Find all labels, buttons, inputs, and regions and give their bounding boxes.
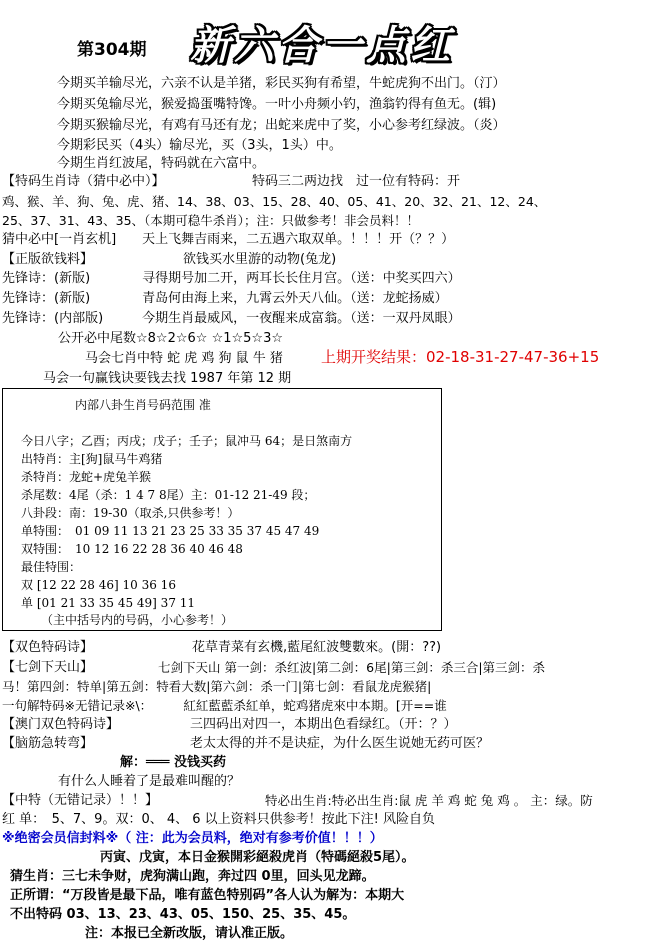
section-heading: 【特码生肖诗（猜中必中）】	[2, 174, 165, 189]
riddle-answer: 解：═══ 没钱买药	[120, 755, 227, 770]
box-row: 杀尾数：4尾（杀：1 4 7 8尾）主：01-12 21-49 段；	[21, 488, 316, 502]
text-line: 猜中必中[一肖玄机] 天上飞舞吉雨来，二五遇六取双单。！！！开（？？）	[2, 232, 455, 247]
text-line: 马！第四剑：特单|第五剑：特看大数|第六剑：杀一门|第七剑：看鼠龙虎猴猪|	[2, 679, 432, 694]
text-line: 公开必中尾数☆8☆2☆6☆ ☆1☆5☆3☆	[58, 331, 283, 346]
text-line: 鸡、猴、羊、狗、兔、虎、猪、14、38、03、15、28、40、05、41、20、32、21、12、24、	[2, 194, 547, 209]
text-line: 特码三二两边找 过一位有特码：开	[252, 174, 461, 189]
issue-number: 第304期	[77, 40, 147, 60]
text-line: 先锋诗：(新版) 寻得期号加二开，两耳长长住月宫。（送：中奖买四六）	[2, 271, 461, 286]
text-line: 猜生肖：三七未争财，虎狗满山跑，奔过四 0里，回头见龙蹄。	[10, 869, 375, 884]
text-line: 特必出生肖:特必出生肖:鼠 虎 羊 鸡 蛇 兔 鸡 。 主：绿。防	[265, 793, 593, 808]
text-line: 老太太得的并不是诀症，为什么医生说她无药可医？	[190, 736, 490, 751]
intro-line: 今期彩民买（4头）输尽光，买（3头，1头）中。	[57, 138, 342, 153]
section-heading: 【双色特码诗】	[2, 640, 94, 655]
box-row: （主中括号内的号码，小心参考！）	[41, 613, 234, 627]
text-line: 一句解特码※无错记录※\： 紅紅藍藍杀紅单，蛇鸡猪虎來中本期。[开==谁	[2, 698, 447, 713]
text-line: 花草青菜有玄機,藍尾紅波雙數來。(開：??)	[192, 640, 442, 655]
section-heading: 【正版欲钱料】	[2, 252, 94, 267]
text-line: 25、37、31、43、35、（本期可稳牛杀肖）；注：只做参考！非会员料！！	[2, 213, 420, 228]
box-title: 内部八卦生肖号码范围 准	[75, 398, 211, 412]
section-heading: 【七剑下天山】	[2, 660, 94, 675]
text-line: 丙寅、戊寅，本日金猴開彩絕殺虎肖（特碼絕殺5尾）。	[100, 850, 415, 865]
box-row: 杀特肖：龙蛇+虎兔羊猴	[21, 470, 152, 484]
footer-notice: 注：本报已全新改版，请认准正版。	[85, 926, 294, 941]
box-row: 今日八字；乙酉；丙戌；戊子；壬子；鼠冲马 64；是日煞南方	[21, 434, 353, 448]
box-row: 单特围： 01 09 11 13 21 23 25 33 35 37 45 47 49	[21, 524, 320, 538]
text-line: 马会七肖中特 蛇 虎 鸡 狗 鼠 牛 猪	[85, 351, 283, 366]
newspaper-logo: 新六合一点红	[190, 23, 454, 69]
text-line: 马会一句赢钱诀要钱去找 1987 年第 12 期	[43, 371, 292, 386]
text-line: 欲钱买水里游的动物(兔龙)	[183, 252, 337, 267]
text-line: 有什么人睡着了是最难叫醒的？	[58, 774, 241, 789]
intro-line: 今期买猴输尽光，有鸡有马还有龙；出蛇来虎中了奖，小心参考红绿波。（炎）	[57, 118, 506, 133]
intro-line: 今期买兔输尽光，猴爱捣蛋嘴特馋。一叶小舟频小钓，渔翁钓得有鱼无。(辑)	[57, 97, 497, 112]
intro-line: 今期买羊输尽光，六亲不认是羊猪，彩民买狗有希望，牛蛇虎狗不出门。（汀）	[57, 76, 506, 91]
text-line: 先锋诗：(内部版) 今期生肖最威风，一夜醒来成富翁。（送：一双丹凤眼）	[2, 311, 461, 326]
box-row: 最佳特围：	[21, 560, 82, 574]
text-line: 七剑下天山 第一剑：杀红波|第二剑：6尾|第三剑：杀三合|第三剑：杀	[158, 660, 546, 675]
member-notice: ※绝密会员信封料※（ 注：此为会员料，绝对有参考价值！！！）	[2, 831, 383, 846]
box-row: 双 [12 22 28 46] 10 36 16	[21, 578, 176, 592]
info-box	[2, 388, 442, 631]
box-row: 八卦段：南：19-30（取杀,只供参考！）	[21, 506, 240, 520]
text-line: 不出特码 03、13、23、43、05、150、25、35、45。	[10, 907, 356, 922]
text-line: 先锋诗：(新版) 青岛何由海上来，九霄云外天八仙。（送：龙蛇扬威）	[2, 291, 448, 306]
text-line: 红 单： 5、7、9。双：0、 4、 6 以上资料只供参考！按此下注! 风险自负	[2, 812, 435, 827]
section-heading: 【中特（无错记录）！！】	[2, 793, 159, 808]
section-heading: 【脑筋急转弯】	[2, 736, 94, 751]
box-row: 出特肖：主[狗]鼠马牛鸡猪	[21, 452, 163, 466]
text-line: 三四码出对四一，本期出色看绿红。（开：？）	[190, 717, 457, 732]
intro-line: 今期生肖红波尾，特码就在六富中。	[57, 156, 266, 171]
box-row: 单 [01 21 33 35 45 49] 37 11	[21, 596, 196, 610]
box-row: 双特围： 10 12 16 22 28 36 40 46 48	[21, 542, 243, 556]
text-line: 正所谓：“万段皆是最下品，唯有蓝色特别码”各人认为解为：本期大	[10, 888, 405, 903]
section-heading: 【澳门双色特码诗】	[2, 717, 120, 732]
last-draw-result: 上期开奖结果：02-18-31-27-47-36+15	[321, 348, 600, 366]
